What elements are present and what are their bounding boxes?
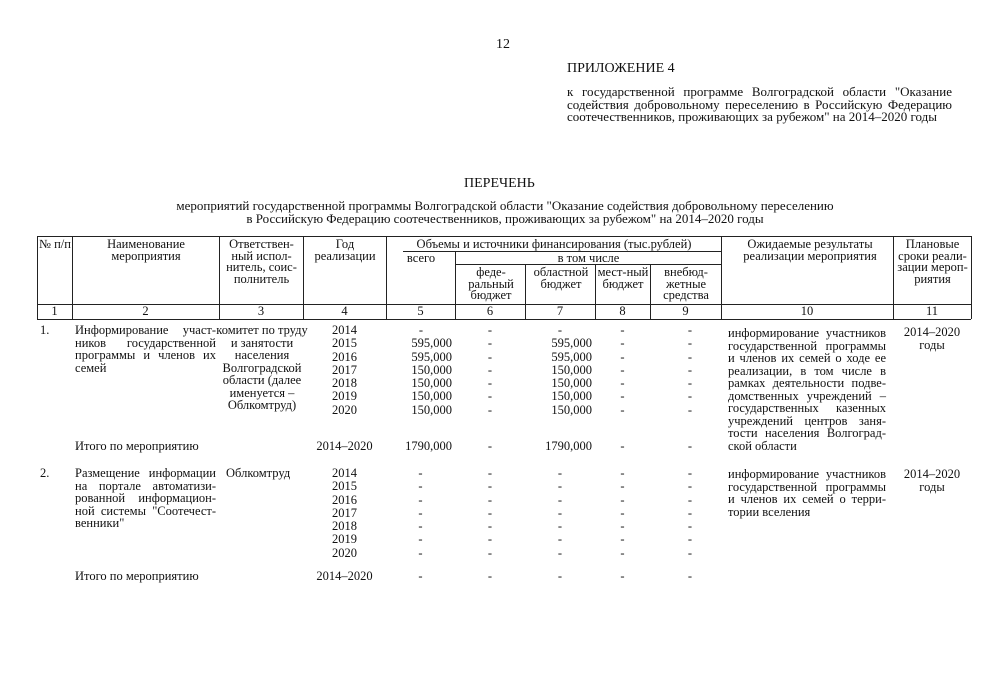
year-value: 2014 — [332, 323, 357, 337]
local-value: - — [620, 376, 625, 391]
total-value: - — [418, 545, 423, 560]
grid-line — [971, 236, 972, 319]
federal-value: - — [487, 402, 493, 417]
year-value: 2018 — [332, 519, 357, 534]
itogo-federal: - — [487, 439, 493, 453]
row-name: Размещение информации на портале автоматизи-рованной информацион-ной системы "Соотечест-венники" — [75, 466, 216, 530]
column-number: 6 — [486, 304, 494, 318]
regional-value: 595,000 — [551, 336, 592, 351]
federal-value: - — [487, 336, 493, 351]
federal-value: - — [487, 505, 493, 520]
regional-value: - — [557, 532, 563, 547]
total-value: - — [418, 479, 423, 494]
header-local: мест-ный бюджет — [597, 265, 649, 291]
row-executor: Облкомтруд — [226, 466, 291, 480]
extra-value: - — [687, 545, 692, 560]
total-value: 150,000 — [411, 402, 452, 417]
extra-value: - — [687, 492, 692, 507]
regional-value: - — [557, 505, 563, 520]
extra-value: - — [687, 349, 692, 364]
extra-value: - — [687, 479, 692, 494]
column-number: 2 — [142, 304, 149, 318]
total-column — [390, 324, 452, 417]
year-value: 2014 — [332, 466, 357, 480]
header-num: № п/п — [39, 237, 71, 251]
column-number: 7 — [556, 304, 564, 318]
total-value: 150,000 — [411, 362, 452, 377]
extra-column — [650, 324, 692, 417]
total-value: - — [418, 532, 423, 547]
local-value: - — [620, 519, 625, 534]
extra-value: - — [687, 505, 692, 520]
federal-value: - — [487, 362, 493, 377]
local-value: - — [620, 362, 625, 377]
federal-value: - — [487, 532, 493, 547]
regional-column — [525, 467, 595, 560]
itogo-extra: - — [687, 439, 692, 453]
year-value: 2015 — [332, 336, 357, 351]
regional-value: - — [557, 479, 563, 494]
header-extra: внебюд-жетные средства — [663, 265, 709, 302]
federal-column — [455, 467, 525, 560]
year-value: 2017 — [332, 362, 357, 377]
total-value: 150,000 — [411, 376, 452, 391]
itogo-regional: - — [557, 569, 563, 583]
local-value: - — [620, 336, 625, 351]
itogo-local: - — [620, 569, 625, 583]
regional-value: - — [557, 492, 563, 507]
row-results: информирование участников государственной программы и членов их семей о ходе ее реализации, в том числе в рамках деятельности подве-домственных учреждений – государственных казенных учреждений центров заня-тости населения Волгоград-ской области — [728, 326, 886, 453]
federal-value: - — [487, 389, 493, 404]
total-value: 595,000 — [411, 349, 452, 364]
total-value: - — [418, 492, 423, 507]
subtitle-line-1: мероприятий государственной программы Волгоградской области "Оказание содействия добровольному переселению — [176, 198, 834, 213]
extra-value: - — [687, 323, 692, 337]
regional-value: - — [557, 545, 563, 560]
row-name: Информирование участ-ников государственной программы и членов их семей — [75, 323, 216, 375]
federal-value: - — [487, 492, 493, 507]
regional-value: - — [557, 519, 563, 534]
header-executor: Ответствен-ный испол-нитель, соис-полнитель — [226, 237, 297, 286]
federal-value: - — [487, 323, 493, 337]
row-num: 2. — [40, 466, 50, 480]
itogo-total: - — [418, 569, 423, 583]
federal-value: - — [487, 466, 493, 480]
column-number: 10 — [800, 304, 814, 318]
federal-value: - — [487, 545, 493, 560]
total-value: 595,000 — [411, 336, 452, 351]
document-title: ПЕРЕЧЕНЬ — [464, 176, 535, 191]
appendix-title: ПРИЛОЖЕНИЕ 4 — [567, 61, 675, 76]
local-value: - — [620, 492, 625, 507]
row-terms: 2014–2020 годы — [903, 467, 961, 494]
header-terms: Плановые сроки реали-зации мероп-риятия — [897, 237, 968, 286]
itogo-total: 1790,000 — [405, 439, 452, 453]
header-funding: Объемы и источники финансирования (тыс.рублей) — [416, 237, 692, 251]
itogo-year: 2014–2020 — [316, 569, 373, 583]
extra-value: - — [687, 466, 692, 480]
row-terms: 2014–2020 годы — [903, 325, 961, 352]
extra-value: - — [687, 519, 692, 534]
header-federal: феде-ральный бюджет — [468, 265, 514, 302]
year-value: 2019 — [332, 389, 357, 404]
column-number: 4 — [341, 304, 348, 318]
header-total: всего — [406, 251, 436, 265]
extra-value: - — [687, 532, 692, 547]
extra-value: - — [687, 362, 692, 377]
federal-value: - — [487, 349, 493, 364]
header-regional: областной бюджет — [533, 265, 589, 291]
appendix-body: к государственной программе Волгоградской области "Оказание содействия добровольному переселению в Российскую Федерацию соотечественников, проживающих за рубежом" на 2014–2020 годы — [567, 84, 952, 124]
federal-value: - — [487, 519, 493, 534]
regional-value: 595,000 — [551, 349, 592, 364]
header-including: в том числе — [557, 251, 620, 265]
column-number: 5 — [417, 304, 424, 318]
local-value: - — [620, 323, 625, 337]
itogo-federal: - — [487, 569, 493, 583]
subtitle-line-2: в Российскую Федерацию соотечественников, проживающих за рубежом" на 2014–2020 годы — [246, 211, 764, 226]
federal-column — [455, 324, 525, 417]
regional-value: 150,000 — [551, 376, 592, 391]
federal-value: - — [487, 376, 493, 391]
year-value: 2015 — [332, 479, 357, 494]
itogo-regional: 1790,000 — [545, 439, 592, 453]
extra-value: - — [687, 376, 692, 391]
row-results: информирование участников государственной программы и членов их семей о терри-тории вселения — [728, 467, 886, 519]
local-value: - — [620, 466, 625, 480]
page-number: 12 — [496, 37, 510, 52]
total-value: - — [418, 466, 423, 480]
year-value: 2016 — [332, 349, 357, 364]
local-value: - — [620, 479, 625, 494]
itogo-extra: - — [687, 569, 692, 583]
regional-value: - — [557, 323, 563, 337]
local-value: - — [620, 545, 625, 560]
total-value: - — [418, 519, 423, 534]
year-value: 2018 — [332, 376, 357, 391]
row-num: 1. — [40, 323, 50, 337]
itogo-year: 2014–2020 — [316, 439, 373, 453]
year-value: 2017 — [332, 505, 357, 520]
total-value: - — [418, 323, 424, 337]
total-value: - — [418, 505, 423, 520]
row-executor: комитет по труду и занятости населения Волгоградской области (далее именуется – Облкомтруд) — [216, 323, 308, 412]
total-value: 150,000 — [411, 389, 452, 404]
years-column — [303, 324, 386, 417]
header-year: Год реализации — [314, 237, 376, 263]
year-value: 2020 — [332, 402, 357, 417]
years-column — [303, 467, 386, 560]
local-value: - — [620, 505, 625, 520]
total-column — [386, 467, 455, 560]
local-value: - — [620, 349, 625, 364]
column-number: 9 — [682, 304, 689, 318]
header-results: Ожидаемые результаты реализации мероприятия — [743, 237, 877, 263]
document-subtitle — [110, 199, 900, 225]
extra-value: - — [687, 389, 692, 404]
regional-value: 150,000 — [551, 389, 592, 404]
year-value: 2020 — [332, 545, 357, 560]
year-value: 2016 — [332, 492, 357, 507]
local-value: - — [620, 389, 625, 404]
column-number: 8 — [619, 304, 626, 318]
extra-column — [650, 467, 692, 560]
itogo-label: Итого по мероприятию — [75, 439, 199, 453]
itogo-local: - — [620, 439, 625, 453]
local-value: - — [620, 532, 625, 547]
grid-line — [37, 319, 971, 320]
regional-value: - — [557, 466, 563, 480]
extra-value: - — [687, 402, 692, 417]
column-number: 1 — [51, 304, 58, 318]
local-column — [595, 467, 650, 560]
regional-value: 150,000 — [551, 402, 592, 417]
extra-value: - — [687, 336, 692, 351]
regional-column — [528, 324, 592, 417]
column-number: 11 — [925, 304, 939, 318]
local-column — [595, 324, 650, 417]
year-value: 2019 — [332, 532, 357, 547]
local-value: - — [620, 402, 625, 417]
header-name: Наименование мероприятия — [107, 237, 185, 263]
federal-value: - — [487, 479, 493, 494]
itogo-label: Итого по мероприятию — [75, 569, 199, 583]
regional-value: 150,000 — [551, 362, 592, 377]
column-number: 3 — [257, 304, 265, 318]
